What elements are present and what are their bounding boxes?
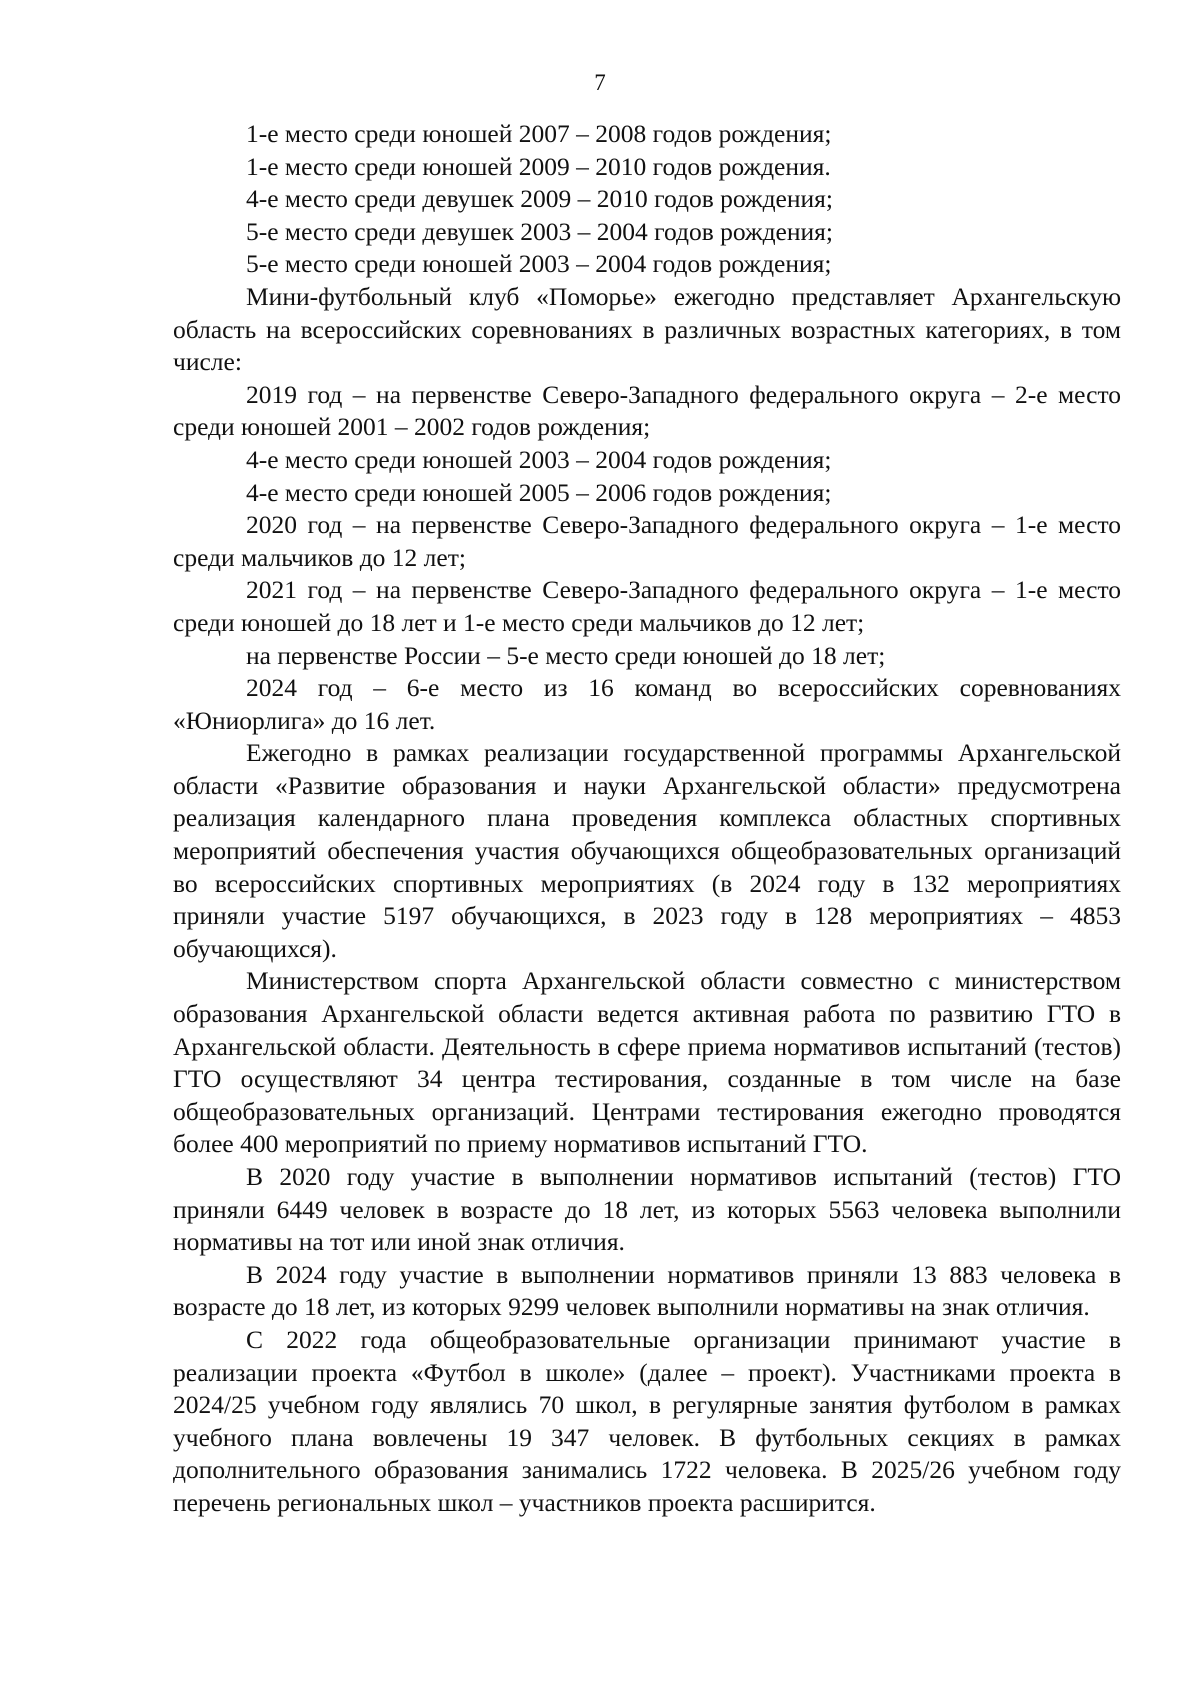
paragraph: В 2024 году участие в выполнении нормативов приняли 13 883 человека в возрасте до 18 лет, из которых 9299 человек выполнили нормативы на знак отличия. — [173, 1259, 1121, 1322]
paragraph: на первенстве России – 5-е место среди юношей до 18 лет; — [246, 640, 886, 670]
paragraph: Мини-футбольный клуб «Поморье» ежегодно представляет Архангельскую область на всероссийских соревнованиях в различных возрастных категориях, в том числе: — [173, 281, 1121, 377]
paragraph: 5-е место среди юношей 2003 – 2004 годов рождения; — [246, 249, 832, 279]
paragraph: В 2020 году участие в выполнении нормативов испытаний (тестов) ГТО приняли 6449 человек в возрасте до 18 лет, из которых 5563 человека выполнили нормативы на тот или иной знак отличия. — [173, 1162, 1121, 1257]
paragraph: Министерством спорта Архангельской области совместно с министерством образования Архангельской области ведется активная работа по развитию ГТО в Архангельской области. Деятельность в сфере приема нормативов испытаний (тестов) ГТО осуществляют 34 центра тестирования, созданные в том числе на базе общеобразовательных организаций. Центрами тестирования ежегодно проводятся более 400 мероприятий по приему нормативов испытаний ГТО. — [173, 966, 1121, 1159]
paragraph: 5-е место среди девушек 2003 – 2004 годов рождения; — [246, 216, 833, 246]
paragraph: 2024 год – 6-е место из 16 команд во всероссийских соревнованиях «Юниорлига» до 16 лет. — [173, 673, 1121, 735]
paragraph: С 2022 года общеобразовательные организации принимают участие в реализации проекта «Футбол в школе» (далее – проект). Участниками проекта в 2024/25 учебном году являлись 70 школ, в регулярные занятия футболом в рамках учебного плана вовлечены 19 347 человек. В футбольных секциях в рамках дополнительного образования занимались 1722 человека. В 2025/26 учебном году перечень региональных школ – участников проекта расширится. — [173, 1324, 1121, 1517]
paragraph: 4-е место среди девушек 2009 – 2010 годов рождения; — [246, 184, 833, 214]
paragraph: 4-е место среди юношей 2005 – 2006 годов рождения; — [246, 477, 832, 507]
paragraph: 2020 год – на первенстве Северо-Западного федерального округа – 1-е место среди мальчиков до 12 лет; — [173, 510, 1121, 572]
document-body — [173, 118, 1121, 1520]
paragraph: 1-е место среди юношей 2009 – 2010 годов рождения. — [246, 151, 831, 181]
paragraph: 1-е место среди юношей 2007 – 2008 годов рождения; — [246, 119, 832, 148]
paragraph: 4-е место среди юношей 2003 – 2004 годов рождения; — [246, 444, 832, 474]
paragraph: 2019 год – на первенстве Северо-Западного федерального округа – 2-е место среди юношей 2001 – 2002 годов рождения; — [173, 379, 1121, 442]
paragraph: 2021 год – на первенстве Северо-Западного федерального округа – 1-е место среди юношей до 18 лет и 1-е место среди мальчиков до 12 лет; — [173, 575, 1121, 637]
paragraph: Ежегодно в рамках реализации государственной программы Архангельской области «Развитие образования и науки Архангельской области» предусмотрена реализация календарного плана проведения комплекса областных спортивных мероприятий обеспечения участия обучающихся общеобразовательных организаций во всероссийских спортивных мероприятиях (в 2024 году в 132 мероприятиях приняли участие 5197 обучающихся, в 2023 году в 128 мероприятиях – 4853 обучающихся). — [173, 738, 1121, 963]
page-number: 7 — [594, 70, 606, 95]
